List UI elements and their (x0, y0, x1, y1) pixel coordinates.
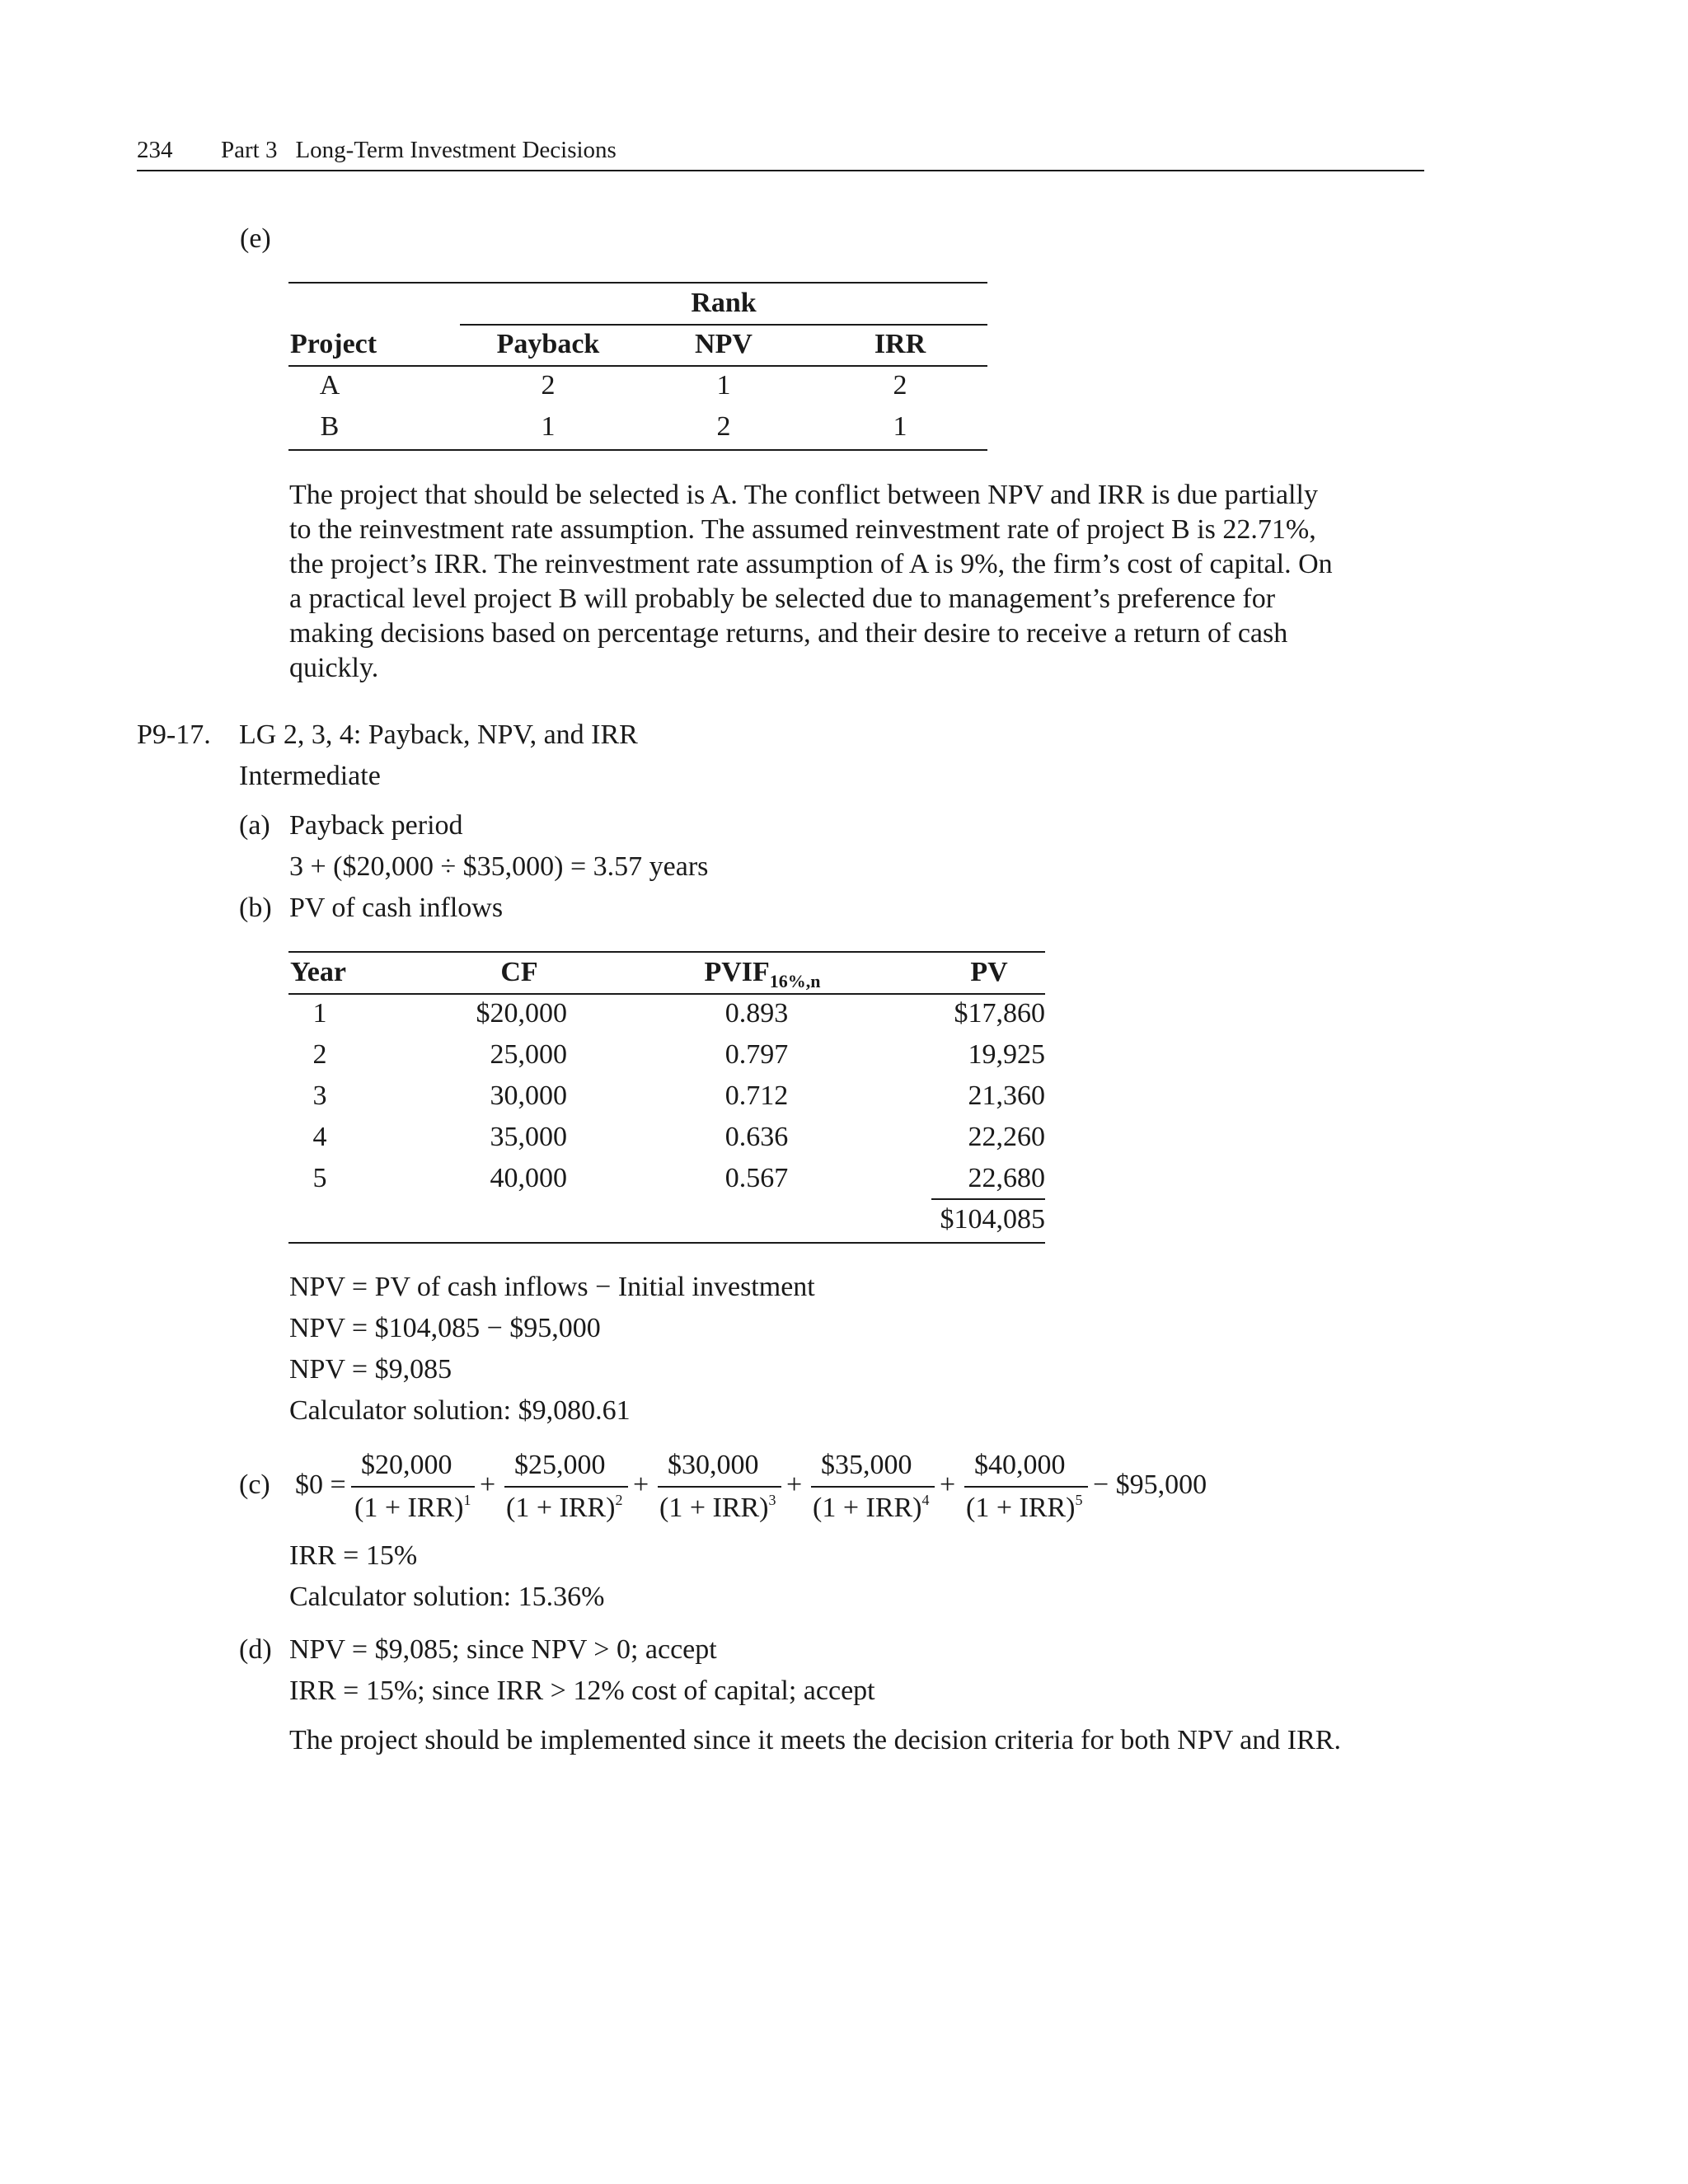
numerator: $20,000 (361, 1450, 452, 1480)
table-cell: 22,260 (968, 1122, 1045, 1152)
fraction-bar (964, 1486, 1088, 1488)
problem-title: LG 2, 3, 4: Payback, NPV, and IRR (239, 719, 638, 750)
npv-line: NPV = PV of cash inflows − Initial investment (289, 1272, 815, 1302)
exponent: 4 (921, 1492, 930, 1508)
header-bottom-rule (288, 993, 1045, 995)
decision-line: IRR = 15%; since IRR > 12% cost of capital; accept (289, 1675, 875, 1706)
col-header-irr: IRR (874, 329, 926, 359)
irr-result: IRR = 15% (289, 1540, 418, 1571)
table-cell: 21,360 (968, 1080, 1045, 1111)
table-cell: 30,000 (490, 1080, 567, 1111)
table-cell: 0.636 (724, 1122, 789, 1152)
decision-line: NPV = $9,085; since NPV > 0; accept (289, 1634, 717, 1665)
table-cell: 25,000 (490, 1039, 567, 1070)
table-cell: B (320, 411, 340, 442)
table-cell: 2 (541, 370, 556, 401)
table-cell: 1 (312, 998, 327, 1029)
denominator: (1 + IRR)$^5$ (966, 1492, 1083, 1523)
equation-lhs: $0 = (295, 1469, 346, 1500)
numerator: $35,000 (821, 1450, 912, 1480)
page-number: 234 (137, 137, 173, 163)
conclusion: The project should be implemented since it meets the decision criteria for both NPV and IRR. (289, 1725, 1341, 1755)
table-cell: 0.567 (724, 1163, 789, 1193)
part-a-calc: 3 + ($20,000 ÷ $35,000) = 3.57 years (289, 851, 709, 882)
table-cell: A (319, 370, 340, 401)
part-title: Long-Term Investment Decisions (295, 137, 617, 163)
npv-line: NPV = $104,085 − $95,000 (289, 1313, 601, 1343)
table-cell: 19,925 (968, 1039, 1045, 1070)
table-cell: 1 (893, 411, 907, 442)
table-cell: 3 (312, 1080, 327, 1111)
table-cell: 35,000 (490, 1122, 567, 1152)
section-e-paragraph (289, 478, 1435, 686)
part-a-label: (a) (239, 810, 270, 841)
paragraph-line: to the reinvestment rate assumption. The assumed reinvestment rate of project B is 22.71%, (289, 514, 1316, 545)
fraction-bar (811, 1486, 935, 1488)
section-e-label: (e) (240, 223, 271, 254)
table-cell: 5 (312, 1163, 327, 1193)
numerator: $30,000 (668, 1450, 759, 1480)
table-cell: 0.712 (724, 1080, 789, 1111)
denominator: (1 + IRR)$^3$ (659, 1492, 776, 1523)
col-header-cf: CF (500, 957, 538, 987)
running-header (221, 137, 617, 164)
plus-sign: + (786, 1469, 803, 1500)
part-a-title: Payback period (289, 810, 463, 841)
table-cell: 2 (893, 370, 907, 401)
table-cell: 4 (312, 1122, 327, 1152)
exponent: 5 (1075, 1492, 1083, 1508)
exponent: 1 (463, 1492, 471, 1508)
paragraph-line: quickly. (289, 653, 379, 683)
col-header-npv: NPV (695, 329, 753, 359)
col-header-year: Year (290, 957, 346, 987)
col-header-pvif: $PVIF_{16\%,n}$ (704, 957, 821, 991)
numerator: $40,000 (974, 1450, 1066, 1480)
exponent: 2 (615, 1492, 623, 1508)
fraction-bar (504, 1486, 628, 1488)
table-cell: 2 (716, 411, 731, 442)
table-cell: 1 (541, 411, 556, 442)
equation-tail: − $95,000 (1093, 1469, 1207, 1500)
paragraph-line: making decisions based on percentage returns, and their desire to receive a return of cash (289, 618, 1288, 649)
table-top-rule (288, 951, 1045, 953)
table-top-rule (288, 282, 987, 284)
fraction-bar (658, 1486, 781, 1488)
table-cell: $17,860 (954, 998, 1045, 1029)
pv-total: $104,085 (940, 1204, 1045, 1235)
irr-calculator: Calculator solution: 15.36% (289, 1582, 605, 1612)
denominator: (1 + IRR)$^1$ (354, 1492, 471, 1523)
table-cell: 1 (716, 370, 731, 401)
table-cell: 22,680 (968, 1163, 1045, 1193)
col-header-project: Project (290, 329, 377, 359)
paragraph-line: a practical level project B will probably be selected due to management’s preference for (289, 583, 1276, 614)
part-d-label: (d) (239, 1634, 272, 1665)
table-cell: 2 (312, 1039, 327, 1070)
header-bottom-rule (288, 365, 987, 367)
npv-line: NPV = $9,085 (289, 1354, 452, 1385)
numerator: $25,000 (514, 1450, 606, 1480)
plus-sign: + (480, 1469, 496, 1500)
table-cell: 0.797 (724, 1039, 789, 1070)
table-cell: $20,000 (476, 998, 567, 1029)
problem-level: Intermediate (239, 761, 381, 791)
part-b-label: (b) (239, 893, 272, 923)
plus-sign: + (633, 1469, 649, 1500)
paragraph-line: The project that should be selected is A. The conflict between NPV and IRR is due partially (289, 480, 1318, 510)
rank-group-header: Rank (691, 288, 757, 318)
table-bottom-rule (288, 1242, 1045, 1244)
denominator: (1 + IRR)$^4$ (813, 1492, 930, 1523)
exponent: 3 (768, 1492, 776, 1508)
problem-number: P9-17. (137, 719, 211, 750)
subtotal-rule (931, 1198, 1045, 1200)
npv-line: Calculator solution: $9,080.61 (289, 1395, 631, 1426)
part-c-label: (c) (239, 1469, 270, 1500)
group-header-rule (460, 324, 987, 326)
paragraph-line: the project’s IRR. The reinvestment rate assumption of A is 9%, the firm’s cost of capital. On (289, 549, 1333, 579)
fraction-bar (351, 1486, 475, 1488)
table-cell: 0.893 (724, 998, 789, 1029)
part-b-title: PV of cash inflows (289, 893, 504, 923)
col-header-payback: Payback (496, 329, 600, 359)
col-header-pv: PV (970, 957, 1008, 987)
table-cell: 40,000 (490, 1163, 567, 1193)
plus-sign: + (940, 1469, 956, 1500)
header-rule (137, 170, 1424, 171)
pvif-subscript: 16%,n (769, 971, 821, 991)
part-label: Part 3 (221, 137, 278, 163)
table-bottom-rule (288, 449, 987, 451)
denominator: (1 + IRR)$^2$ (506, 1492, 623, 1523)
